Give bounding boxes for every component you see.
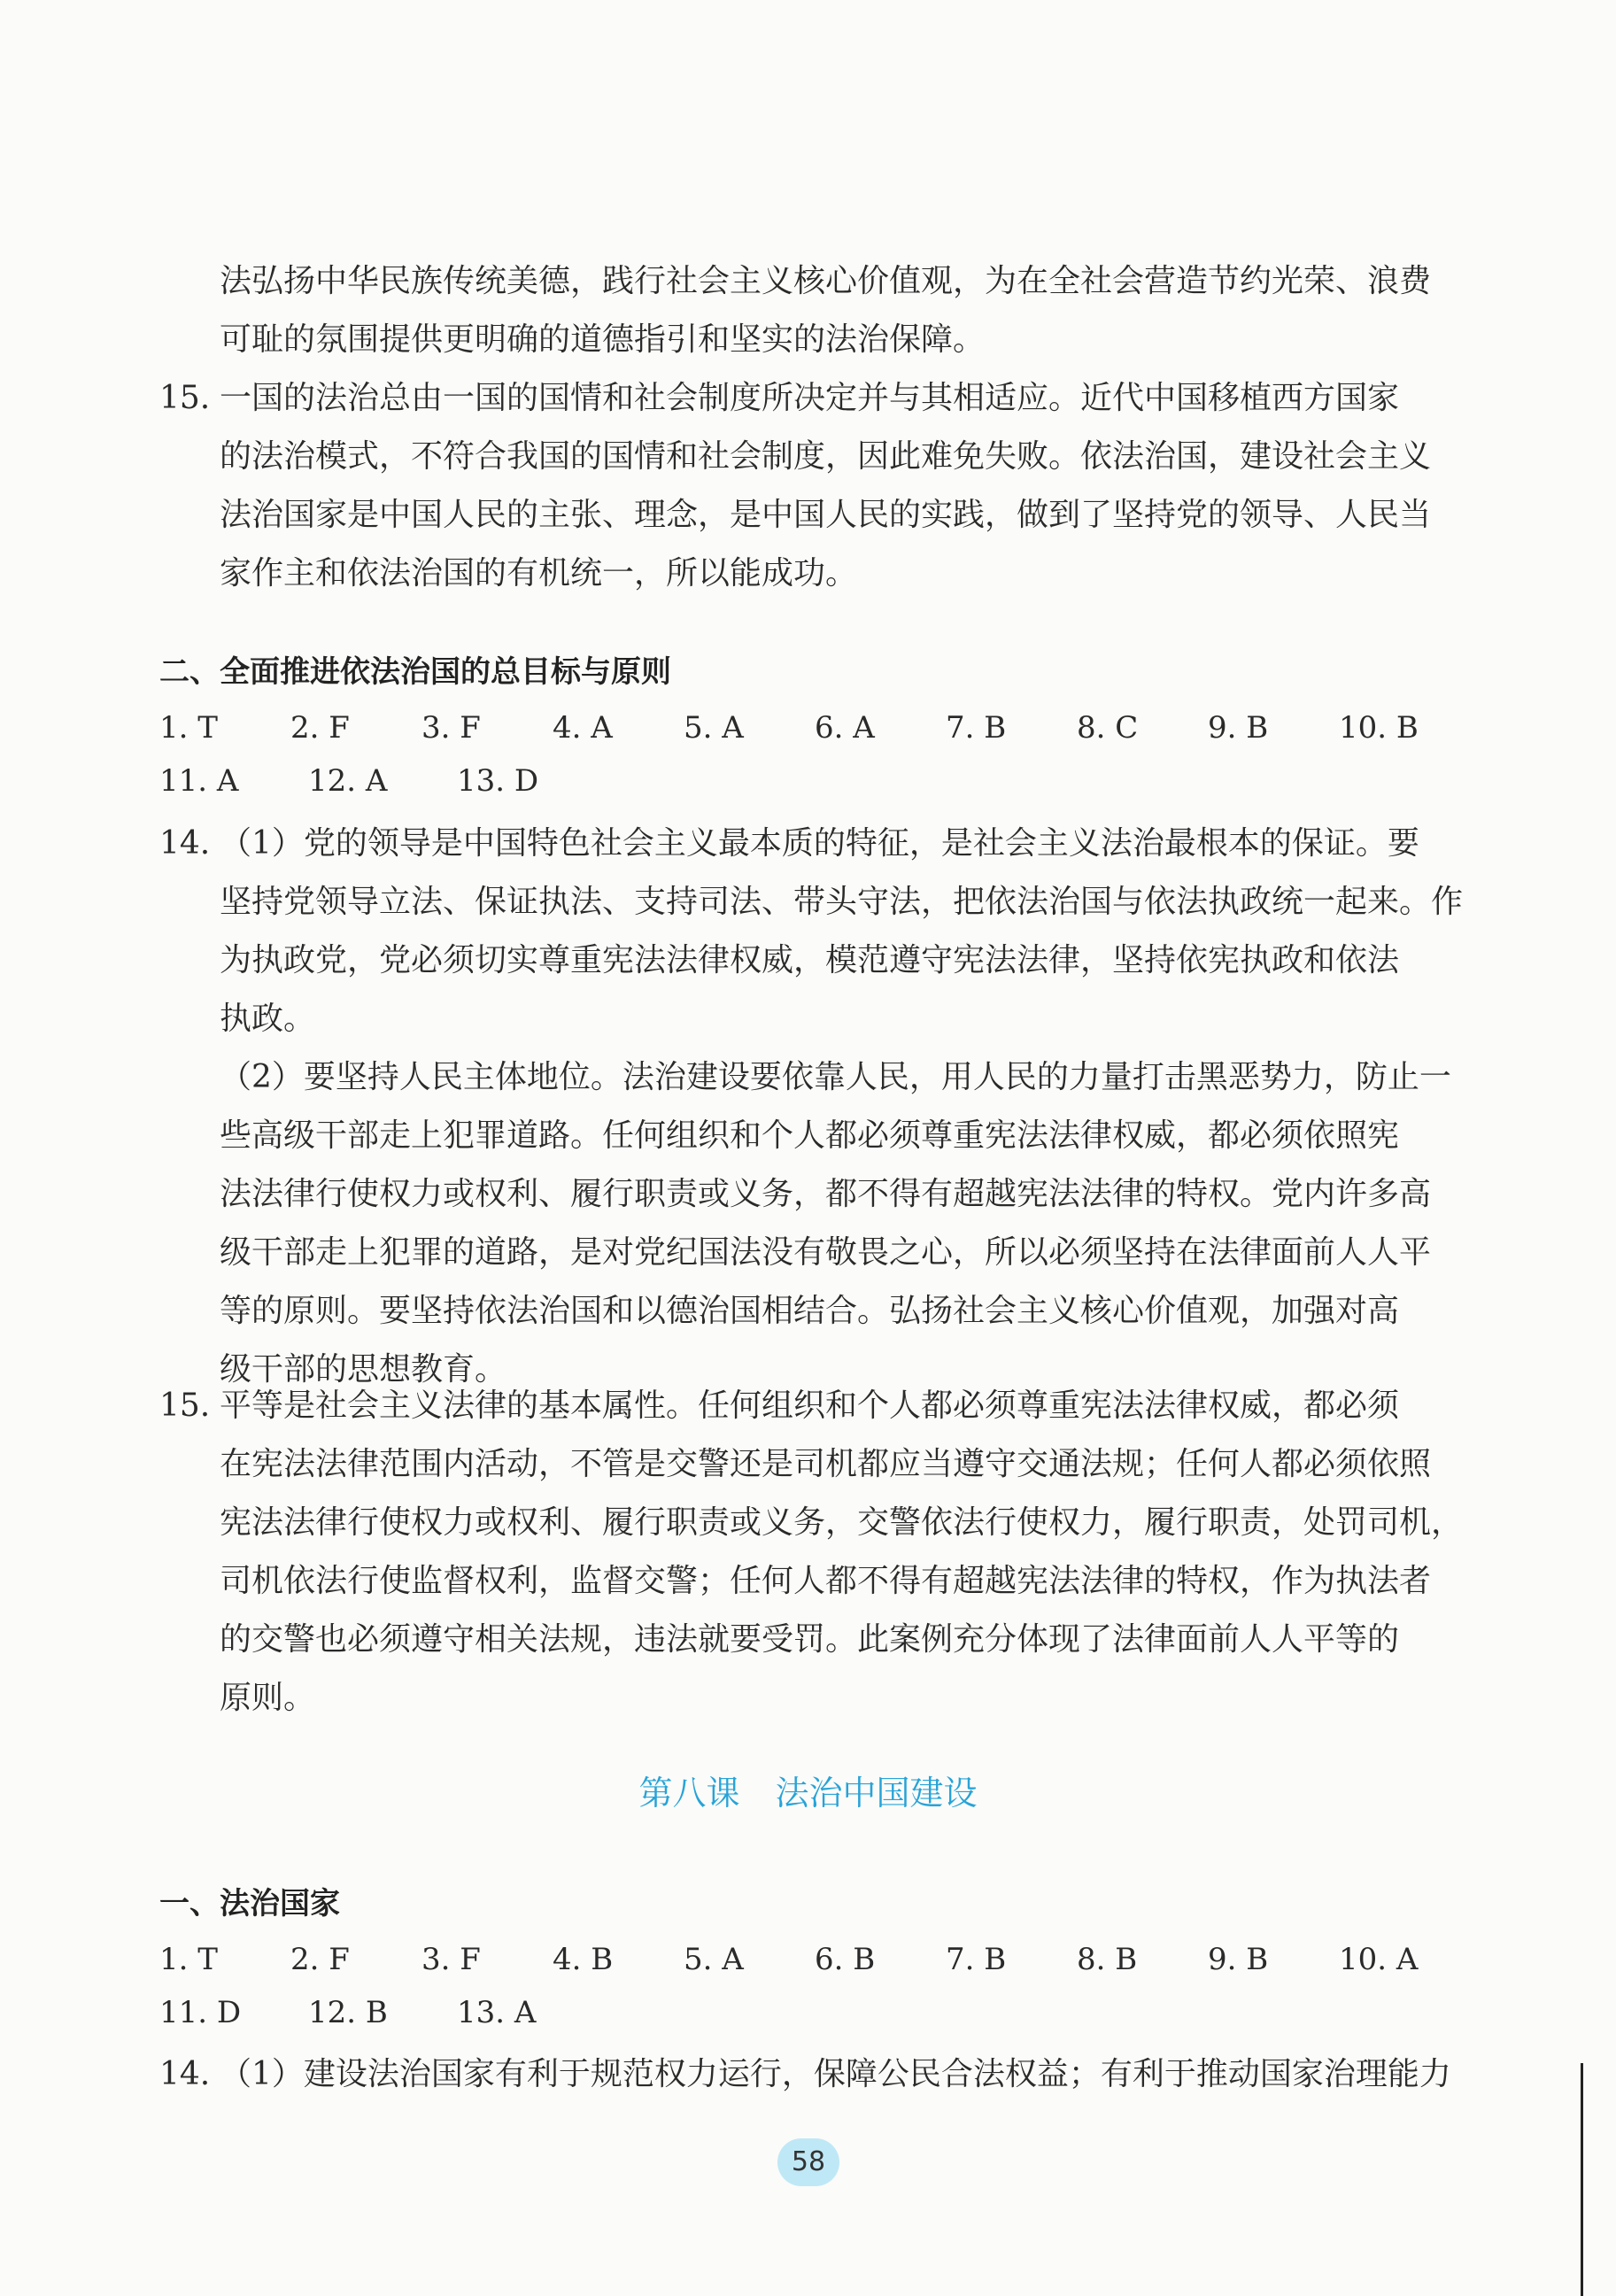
text-line: 为执政党，党必须切实尊重宪法法律权威，模范遵守宪法法律，坚持依宪执政和依法 xyxy=(220,942,1400,978)
answer-item: 12. A xyxy=(308,763,388,799)
answer-row xyxy=(159,1986,1418,2039)
text-line: 原则。 xyxy=(220,1680,316,1716)
section-heading: 一、法治国家 xyxy=(159,1886,340,1921)
answer-grid xyxy=(159,1933,1418,2039)
question-number: 14. xyxy=(159,825,211,862)
page-edge-divider xyxy=(1581,2063,1583,2296)
question-14-answer xyxy=(159,815,1496,1399)
question-number: 14. xyxy=(159,2056,211,2092)
answer-item: 11. D xyxy=(159,1995,242,2030)
text-line: 级干部的思想教育。 xyxy=(220,1351,507,1388)
answer-item: 11. A xyxy=(159,763,239,799)
text-line: 可耻的氛围提供更明确的道德指引和坚实的法治保障。 xyxy=(220,321,986,358)
text-line: 等的原则。要坚持依法治国和以德治国相结合。弘扬社会主义核心价值观，加强对高 xyxy=(220,1293,1400,1329)
continued-paragraph xyxy=(159,252,1496,369)
answer-item: 1. T xyxy=(159,710,218,746)
answer-item: 8. B xyxy=(1077,1942,1138,1977)
answer-item: 6. B xyxy=(815,1942,876,1977)
text-line: 法治国家是中国人民的主张、理念，是中国人民的实践，做到了坚持党的领导、人民当 xyxy=(220,497,1432,533)
answer-item: 9. B xyxy=(1208,1942,1269,1977)
answer-item: 2. F xyxy=(290,710,350,746)
text-line: 法弘扬中华民族传统美德，践行社会主义核心价值观，为在全社会营造节约光荣、浪费 xyxy=(220,263,1432,299)
text-line: 司机依法行使监督权利，监督交警；任何人都不得有超越宪法法律的特权，作为执法者 xyxy=(220,1563,1432,1599)
text-line: 执政。 xyxy=(220,1001,316,1037)
question-14-answer xyxy=(159,2045,1496,2104)
answer-grid xyxy=(159,701,1419,808)
text-line: 些高级干部走上犯罪道路。任何组织和个人都必须尊重宪法法律权威，都必须依照宪 xyxy=(220,1117,1400,1154)
lesson-title xyxy=(0,1766,1616,1820)
text-line: 法法律行使权力或权利、履行职责或义务，都不得有超越宪法法律的特权。党内许多高 xyxy=(220,1176,1432,1212)
lesson-name: 法治中国建设 xyxy=(775,1774,978,1813)
text-line: （2）要坚持人民主体地位。法治建设要依靠人民，用人民的力量打击黑恶势力，防止一 xyxy=(220,1059,1451,1095)
lesson-number: 第八课 xyxy=(638,1774,740,1813)
answer-item: 12. B xyxy=(308,1995,388,2030)
text-line: 家作主和依法治国的有机统一，所以能成功。 xyxy=(220,555,858,591)
answer-item: 10. B xyxy=(1339,710,1419,746)
text-line: 坚持党领导立法、保证执法、支持司法、带头守法，把依法治国与依法执政统一起来。作 xyxy=(220,884,1464,920)
text-line: （1）建设法治国家有利于规范权力运行，保障公民合法权益；有利于推动国家治理能力 xyxy=(220,2056,1451,2092)
answer-item: 6. A xyxy=(815,710,875,746)
text-line: 一国的法治总由一国的国情和社会制度所决定并与其相适应。近代中国移植西方国家 xyxy=(220,380,1400,416)
page-number: 58 xyxy=(777,2138,839,2186)
answer-row xyxy=(159,1933,1418,1986)
text-line: 的法治模式，不符合我国的国情和社会制度，因此难免失败。依法治国，建设社会主义 xyxy=(220,438,1432,475)
answer-item: 4. A xyxy=(553,710,613,746)
section-heading: 二、全面推进依法治国的总目标与原则 xyxy=(159,654,671,690)
answer-item: 3. F xyxy=(421,1942,481,1977)
text-line: 的交警也必须遵守相关法规，违法就要受罚。此案例充分体现了法律面前人人平等的 xyxy=(220,1621,1400,1658)
answer-item: 10. A xyxy=(1339,1942,1419,1977)
answer-item: 13. D xyxy=(457,763,539,799)
text-line: 在宪法法律范围内活动，不管是交警还是司机都应当遵守交通法规；任何人都必须依照 xyxy=(220,1446,1432,1482)
answer-row xyxy=(159,754,1419,808)
answer-item: 7. B xyxy=(946,710,1007,746)
text-line: 宪法法律行使权力或权利、履行职责或义务，交警依法行使权力，履行职责，处罚司机， xyxy=(220,1504,1464,1541)
text-line: 级干部走上犯罪的道路，是对党纪国法没有敬畏之心，所以必须坚持在法律面前人人平 xyxy=(220,1234,1432,1271)
answer-item: 9. B xyxy=(1208,710,1269,746)
answer-item: 5. A xyxy=(684,710,744,746)
answer-item: 2. F xyxy=(290,1942,350,1977)
answer-item: 5. A xyxy=(684,1942,744,1977)
question-number: 15. xyxy=(159,1388,211,1424)
answer-item: 3. F xyxy=(421,710,481,746)
question-15-answer xyxy=(159,369,1496,603)
answer-item: 13. A xyxy=(457,1995,537,2030)
answer-item: 4. B xyxy=(553,1942,614,1977)
text-line: 平等是社会主义法律的基本属性。任何组织和个人都必须尊重宪法法律权威，都必须 xyxy=(220,1388,1400,1424)
answer-item: 7. B xyxy=(946,1942,1007,1977)
answer-item: 1. T xyxy=(159,1942,218,1977)
answer-item: 8. C xyxy=(1077,710,1139,746)
text-line: （1）党的领导是中国特色社会主义最本质的特征，是社会主义法治最根本的保证。要 xyxy=(220,825,1419,862)
question-number: 15. xyxy=(159,380,211,416)
answer-row xyxy=(159,701,1419,754)
question-15-answer xyxy=(159,1377,1496,1728)
